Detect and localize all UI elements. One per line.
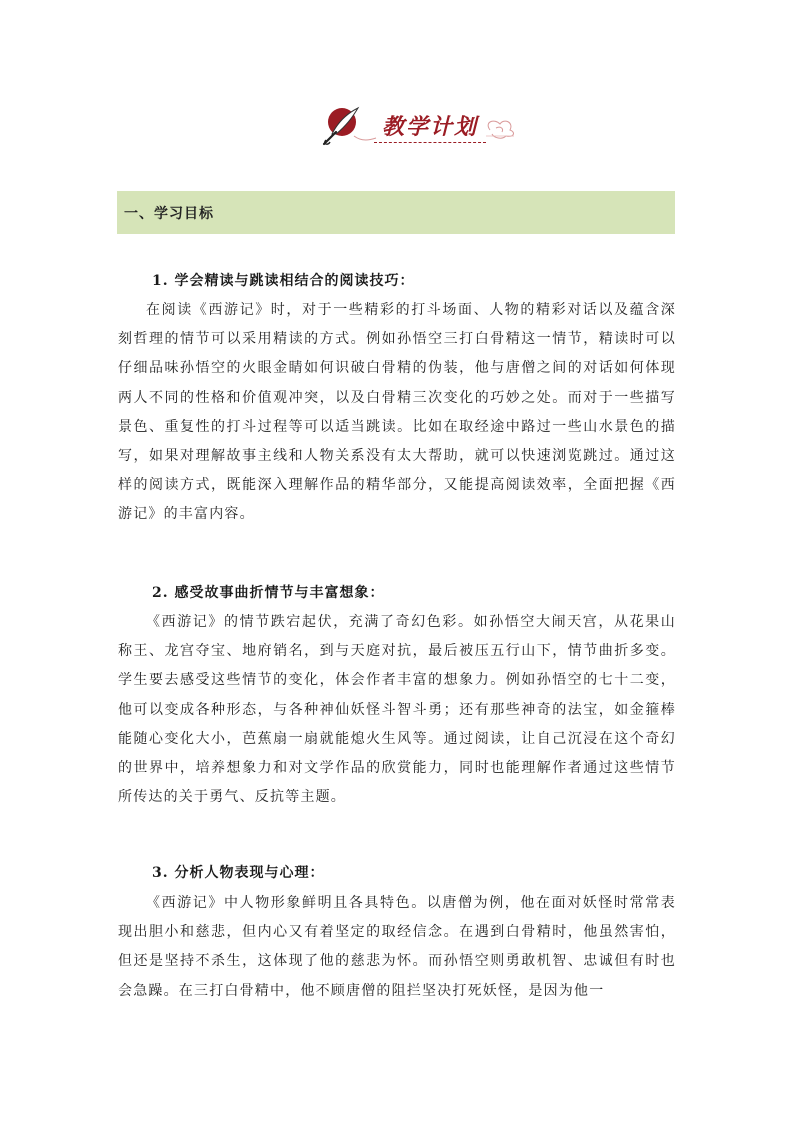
page-title: 教学计划 <box>381 114 478 140</box>
item-body-1: 在阅读《西游记》时，对于一些精彩的打斗场面、人物的精彩对话以及蕴含深刻哲理的情节可以采用精读的方式。例如孙悟空三打白骨精这一情节，精读时可以仔细品味孙悟空的火眼金睛如何识破白骨精的伪装，他与唐僧之间的对话如何体现两人不同的性格和价值观冲突，以及白骨精三次变化的巧妙之处。而对于一些描写景色、重复性的打斗过程等可以适当跳读。比如在取经途中路过一些山水景色的描写，如果对理解故事主线和人物关系没有太大帮助，就可以快速浏览跳过。通过这样的阅读方式，既能深入理解作品的精华部分，又能提高阅读效率，全面把握《西游记》的丰富内容。 <box>118 302 676 523</box>
item-heading-3: 3. 分析人物表现与心理： <box>152 865 325 881</box>
item-heading-2: 2. 感受故事曲折情节与丰富想象： <box>152 585 385 601</box>
item-heading-1: 1. 学会精读与跳读相结合的阅读技巧： <box>152 273 415 289</box>
section-title: 一、学习目标 <box>124 206 214 222</box>
section-header <box>117 191 675 234</box>
header-banner <box>318 100 518 152</box>
item-body-3: 《西游记》中人物形象鲜明且各具特色。以唐僧为例，他在面对妖怪时常常表现出胆小和慈悲，但内心又有着坚定的取经信念。在遇到白骨精时，他虽然害怕，但还是坚持不杀生，这体现了他的慈悲为怀。而孙悟空则勇敢机智、忠诚但有时也会急躁。在三打白骨精中，他不顾唐僧的阻拦坚决打死妖怪，是因为他一 <box>118 895 676 999</box>
title-underline <box>374 142 486 143</box>
item-body-2: 《西游记》的情节跌宕起伏，充满了奇幻色彩。如孙悟空大闹天宫，从花果山称王、龙宫夺宝、地府销名，到与天庭对抗，最后被压五行山下，情节曲折多变。学生要去感受这些情节的变化，体会作者丰富的想象力。例如孙悟空的七十二变，他可以变成各种形态，与各种神仙妖怪斗智斗勇；还有那些神奇的法宝，如金箍棒能随心变化大小，芭蕉扇一扇就能熄火生风等。通过阅读，让自己沉浸在这个奇幻的世界中，培养想象力和对文学作品的欣赏能力，同时也能理解作者通过这些情节所传达的关于勇气、反抗等主题。 <box>118 614 676 806</box>
